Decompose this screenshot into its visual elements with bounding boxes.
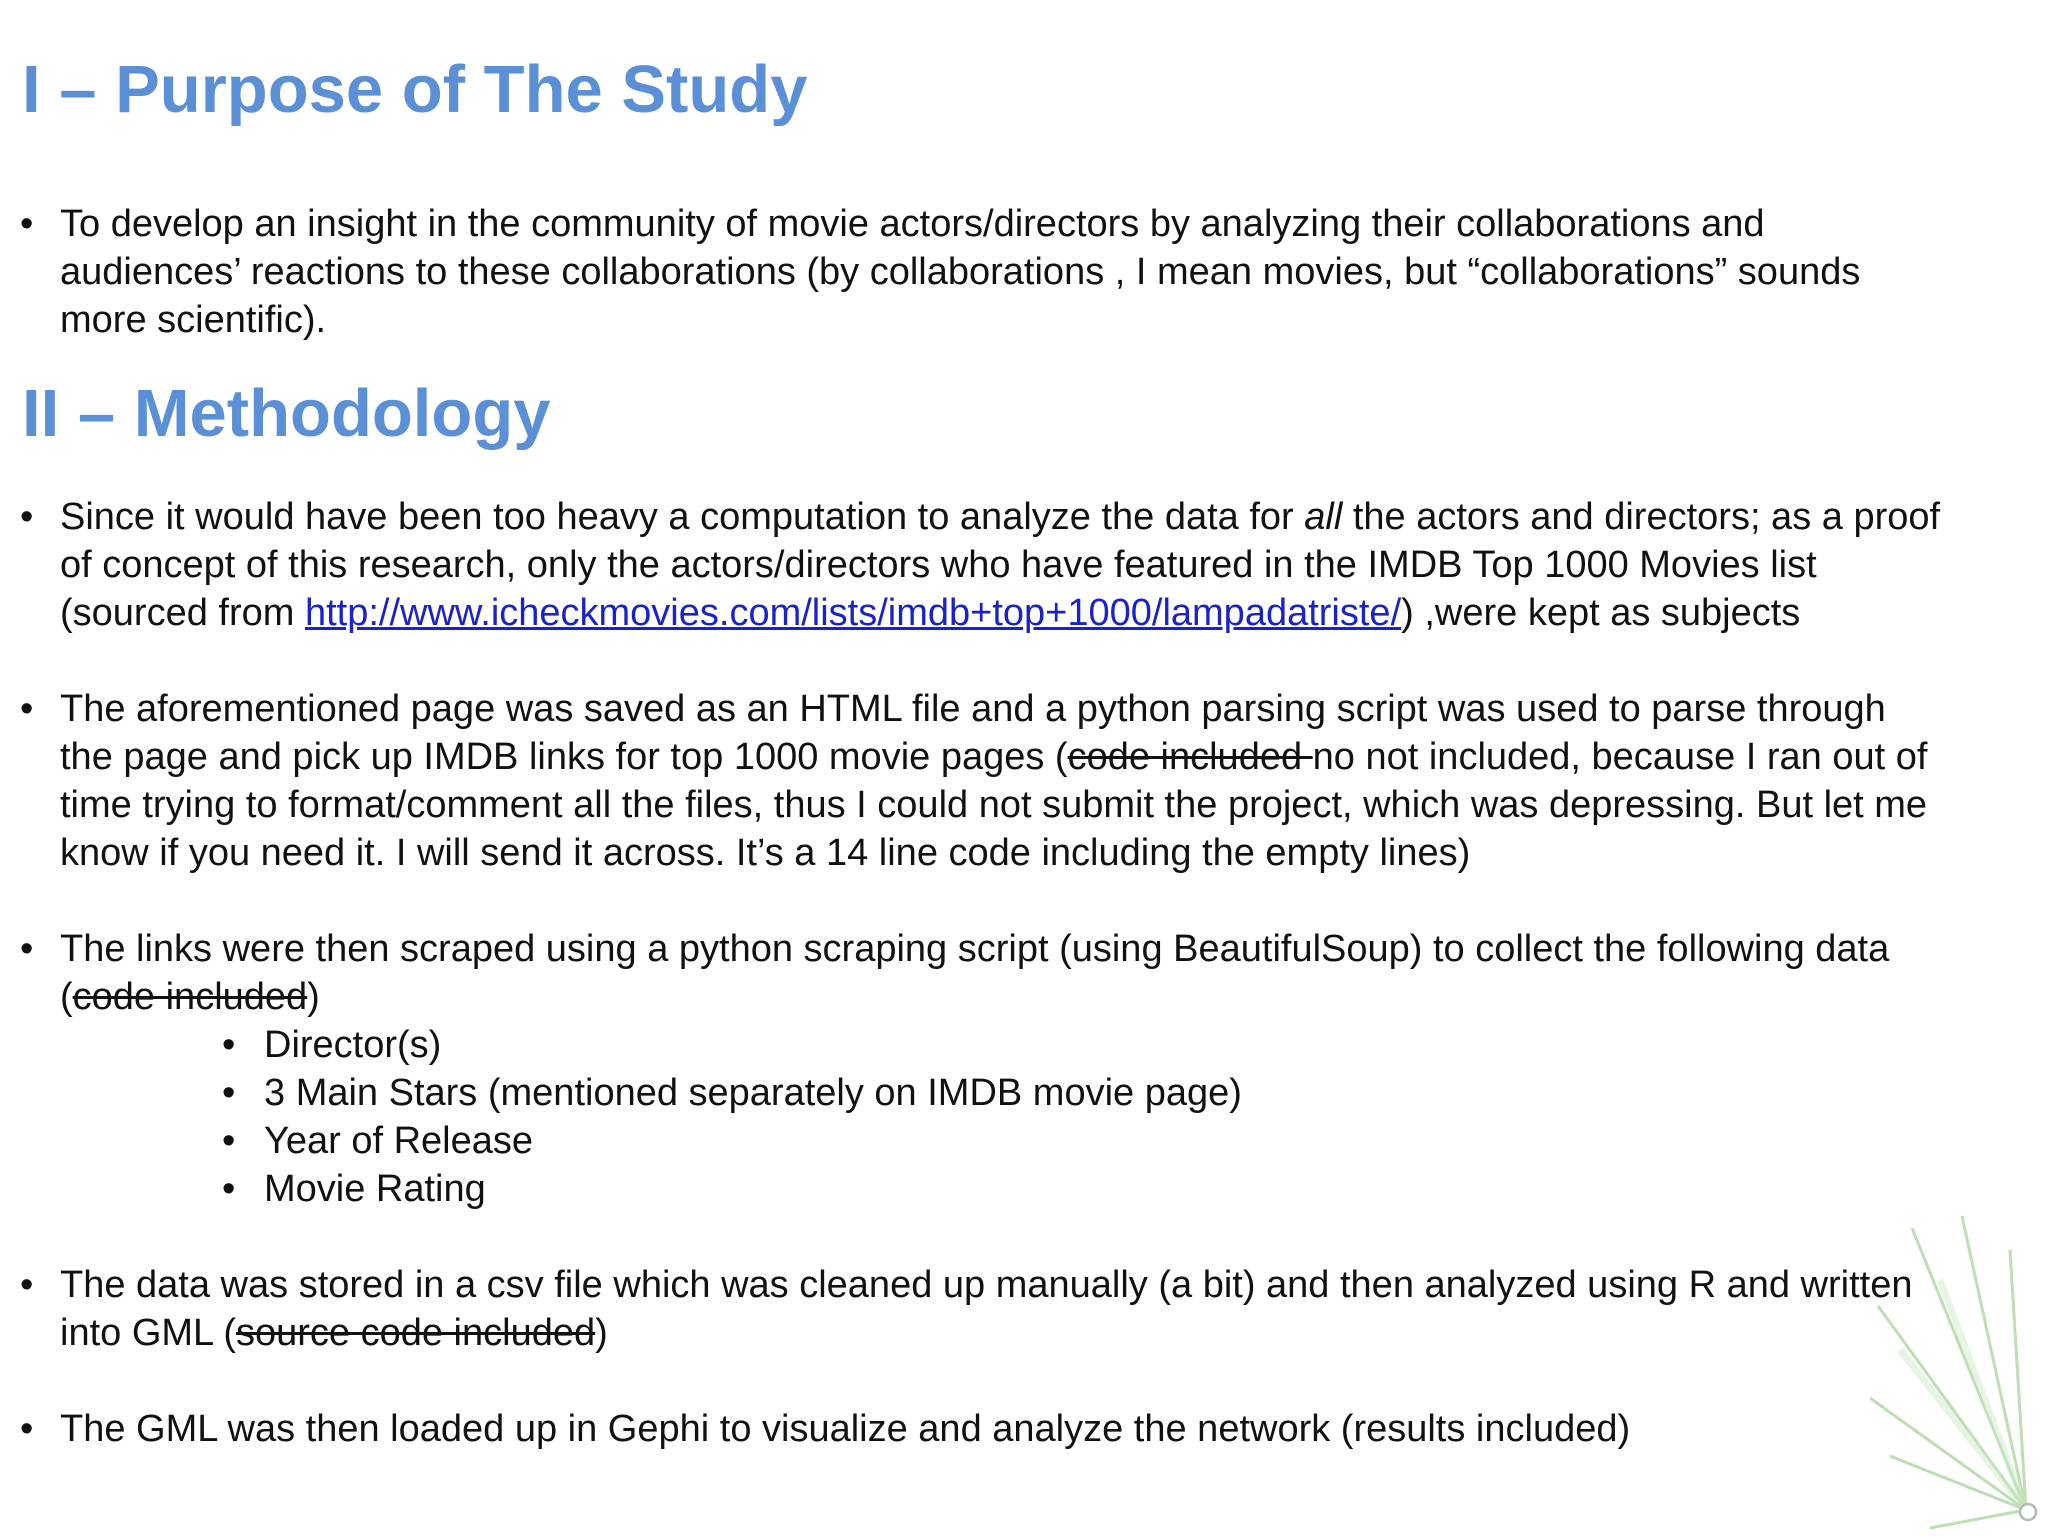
bullet-dot: • <box>20 928 34 970</box>
sub-item-label: Director(s) <box>264 1024 442 1066</box>
text-line: The aforementioned page was saved as an HTML file and a python parsing script was used to parse through <box>60 688 1886 730</box>
sub-item-label: Movie Rating <box>264 1168 486 1210</box>
purpose-bullet <box>20 200 1860 344</box>
text-line: The data was stored in a csv file which was cleaned up manually (a bit) and then analyzed using R and written <box>60 1264 1913 1306</box>
text-segment: ) <box>595 1312 608 1354</box>
text-line: of concept of this research, only the actors/directors who have featured in the IMDB Top 1000 Movies list <box>60 544 1817 586</box>
text-line: time trying to format/comment all the files, thus I could not submit the project, which was depressing. But let me <box>60 784 1928 826</box>
sub-list-item <box>222 1069 1242 1117</box>
methodology-bullet-subjects <box>20 493 1940 637</box>
sub-item-label: Year of Release <box>264 1120 534 1162</box>
sub-list-item <box>222 1021 441 1069</box>
text-line <box>20 1309 1912 1357</box>
text-segment: ( <box>60 976 73 1018</box>
text-line <box>20 589 1940 637</box>
text-segment: the page and pick up IMDB links for top 1000 movie pages ( <box>60 736 1068 778</box>
text-line: know if you need it. I will send it across. It’s a 14 line code including the empty lines) <box>60 832 1471 874</box>
text-line <box>20 733 1927 781</box>
methodology-bullet-scraping <box>20 925 1889 1021</box>
sub-list-item <box>222 1165 486 1213</box>
text-segment: into GML ( <box>60 1312 236 1354</box>
bullet-dot: • <box>222 1120 236 1162</box>
methodology-bullet-csv <box>20 1261 1912 1357</box>
purpose-heading: I – Purpose of The Study <box>22 52 808 127</box>
text-segment: (sourced from <box>60 592 305 634</box>
bullet-dot: • <box>20 496 34 538</box>
text-line: To develop an insight in the community of movie actors/directors by analyzing their collaborations and <box>60 203 1765 245</box>
struck-text: code included <box>1067 736 1313 778</box>
decorative-light-burst <box>1870 1210 2048 1536</box>
text-segment: no not included, because I ran out of <box>1312 736 1928 778</box>
sub-list-item <box>222 1117 533 1165</box>
bullet-dot: • <box>222 1168 236 1210</box>
text-line: The links were then scraped using a python scraping script (using BeautifulSoup) to collect the following data <box>60 928 1890 970</box>
methodology-bullet-gephi <box>20 1405 1630 1453</box>
text-segment: Since it would have been too heavy a computation to analyze the data for <box>60 496 1305 538</box>
bullet-dot: • <box>20 688 34 730</box>
text-line <box>20 973 1889 1021</box>
struck-text: code included <box>72 976 308 1018</box>
methodology-heading: II – Methodology <box>22 376 551 451</box>
text-line: audiences’ reactions to these collaborations (by collaborations , I mean movies, but “collaborations” sounds <box>60 251 1861 293</box>
italic-word: all <box>1304 496 1343 538</box>
methodology-bullet-parsing <box>20 685 1927 877</box>
bullet-dot: • <box>20 1408 34 1450</box>
bullet-dot: • <box>222 1072 236 1114</box>
struck-text: source code included <box>235 1312 596 1354</box>
text-segment: ) <box>307 976 320 1018</box>
text-line <box>20 493 1940 541</box>
bullet-dot: • <box>20 1264 34 1306</box>
sub-item-label: 3 Main Stars (mentioned separately on IMDB movie page) <box>264 1072 1242 1114</box>
text-segment: ) ,were kept as subjects <box>1401 592 1801 634</box>
text-segment: the actors and directors; as a proof <box>1342 496 1941 538</box>
text-line: more scientific). <box>60 299 327 341</box>
text-line: The GML was then loaded up in Gephi to visualize and analyze the network (results included) <box>60 1408 1631 1450</box>
bullet-dot: • <box>222 1024 236 1066</box>
bullet-dot: • <box>20 203 34 245</box>
icheckmovies-link[interactable]: http://www.icheckmovies.com/lists/imdb+top+1000/lampadatriste/ <box>304 592 1402 634</box>
